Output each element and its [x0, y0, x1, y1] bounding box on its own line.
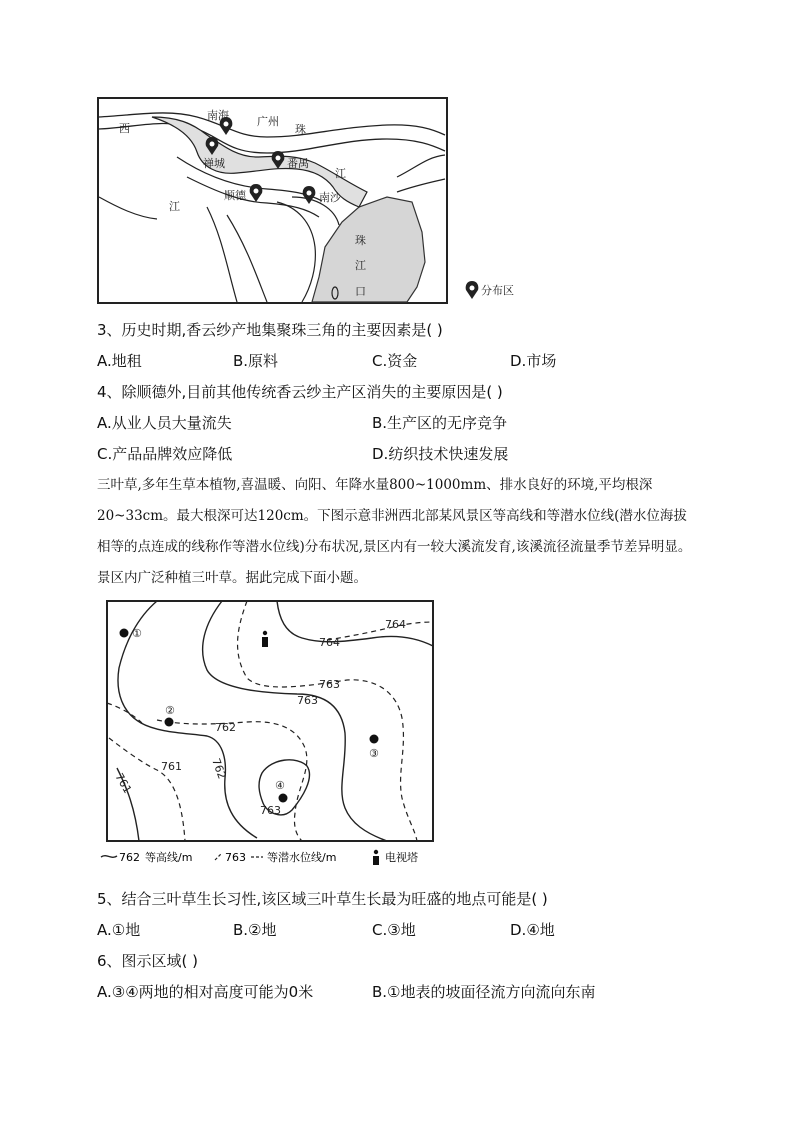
q5-option-c: C.③地	[372, 921, 416, 939]
label-estuary-3: 口	[355, 285, 366, 298]
legend-contour-line	[101, 856, 117, 858]
legend-contour-value: 762	[119, 851, 140, 864]
label-764-contour: 764	[319, 636, 340, 649]
legend-distribution: 分布区	[481, 284, 514, 297]
label-jiang-left: 江	[169, 200, 180, 213]
label-xi: 西	[119, 122, 130, 135]
q4-option-d: D.纺织技术快速发展	[372, 445, 509, 463]
q5-option-b: B.②地	[233, 921, 277, 939]
legend-contour-label: 等高线/m	[145, 851, 193, 864]
passage-text: 三叶草,多年生草本植物,喜温暖、向阳、年降水量800~1000mm、排水良好的环境,平均根深20~33cm。最大根深可达120cm。下图示意非洲西北部某风景区等高线和等潜水位线(潜水位海拔相等的点连成的线称作等潜水位线)分布状况,景区内有一较大溪流发育,该溪流径流量季节差异明显。景区内广泛种植三叶草。据此完成下面小题。	[97, 477, 692, 586]
label-763-closed: 763	[260, 804, 281, 817]
label-jiang-right: 江	[335, 167, 346, 180]
label-shunde: 顺德	[224, 189, 246, 202]
label-estuary-1: 珠	[355, 234, 366, 247]
tv-tower-icon	[262, 631, 268, 647]
q3-option-c: C.资金	[372, 352, 418, 370]
label-guangzhou: 广州	[257, 115, 279, 128]
q4-option-b: B.生产区的无序竞争	[372, 414, 508, 432]
label-762-water: 762	[215, 721, 236, 734]
q6-option-b: B.①地表的坡面径流方向流向东南	[372, 983, 596, 1001]
point-3-label: ③	[369, 747, 379, 760]
label-nanhai: 南海	[207, 109, 229, 122]
label-762-contour: 762	[209, 756, 229, 781]
pearl-river-delta-map	[97, 97, 527, 307]
label-761-water: 761	[161, 760, 182, 773]
point-1-label: ①	[132, 627, 142, 640]
label-estuary-2: 江	[355, 259, 366, 272]
legend-tower-label: 电视塔	[385, 851, 418, 864]
label-763-contour: 763	[297, 694, 318, 707]
legend-water-line	[215, 854, 221, 860]
legend-tv-tower-icon	[373, 850, 379, 865]
label-chancheng: 禅城	[203, 157, 225, 170]
label-zhu: 珠	[295, 123, 306, 136]
contour-water-table-map	[97, 598, 442, 870]
q5-option-a: A.①地	[97, 921, 141, 939]
q3-option-d: D.市场	[510, 352, 557, 370]
legend-water-label: 等潜水位线/m	[267, 851, 337, 864]
label-nansha: 南沙	[319, 191, 341, 204]
point-4-marker	[279, 794, 288, 803]
point-3-marker	[370, 735, 379, 744]
q5-stem: 5、结合三叶草生长习性,该区域三叶草生长最为旺盛的地点可能是( )	[97, 890, 548, 908]
label-panyu: 番禺	[287, 157, 309, 170]
legend-pin-icon	[466, 281, 479, 299]
q3-stem: 3、历史时期,香云纱产地集聚珠三角的主要因素是( )	[97, 321, 443, 339]
q6-option-a: A.③④两地的相对高度可能为0米	[97, 983, 314, 1001]
point-4-label: ④	[275, 779, 285, 792]
q4-option-c: C.产品品牌效应降低	[97, 445, 233, 463]
point-2-label: ②	[165, 704, 175, 717]
point-2-marker	[165, 718, 174, 727]
q5-option-d: D.④地	[510, 921, 555, 939]
q4-stem: 4、除顺德外,目前其他传统香云纱主产区消失的主要原因是( )	[97, 383, 503, 401]
label-763-water: 763	[319, 678, 340, 691]
q4-option-a: A.从业人员大量流失	[97, 414, 232, 432]
q3-option-a: A.地租	[97, 352, 142, 370]
legend-water-value: 763	[225, 851, 246, 864]
label-764-water: 764	[385, 618, 406, 631]
point-1-marker	[120, 629, 129, 638]
label-761-contour: 761	[112, 771, 135, 796]
q6-stem: 6、图示区域( )	[97, 952, 199, 970]
q3-option-b: B.原料	[233, 352, 279, 370]
